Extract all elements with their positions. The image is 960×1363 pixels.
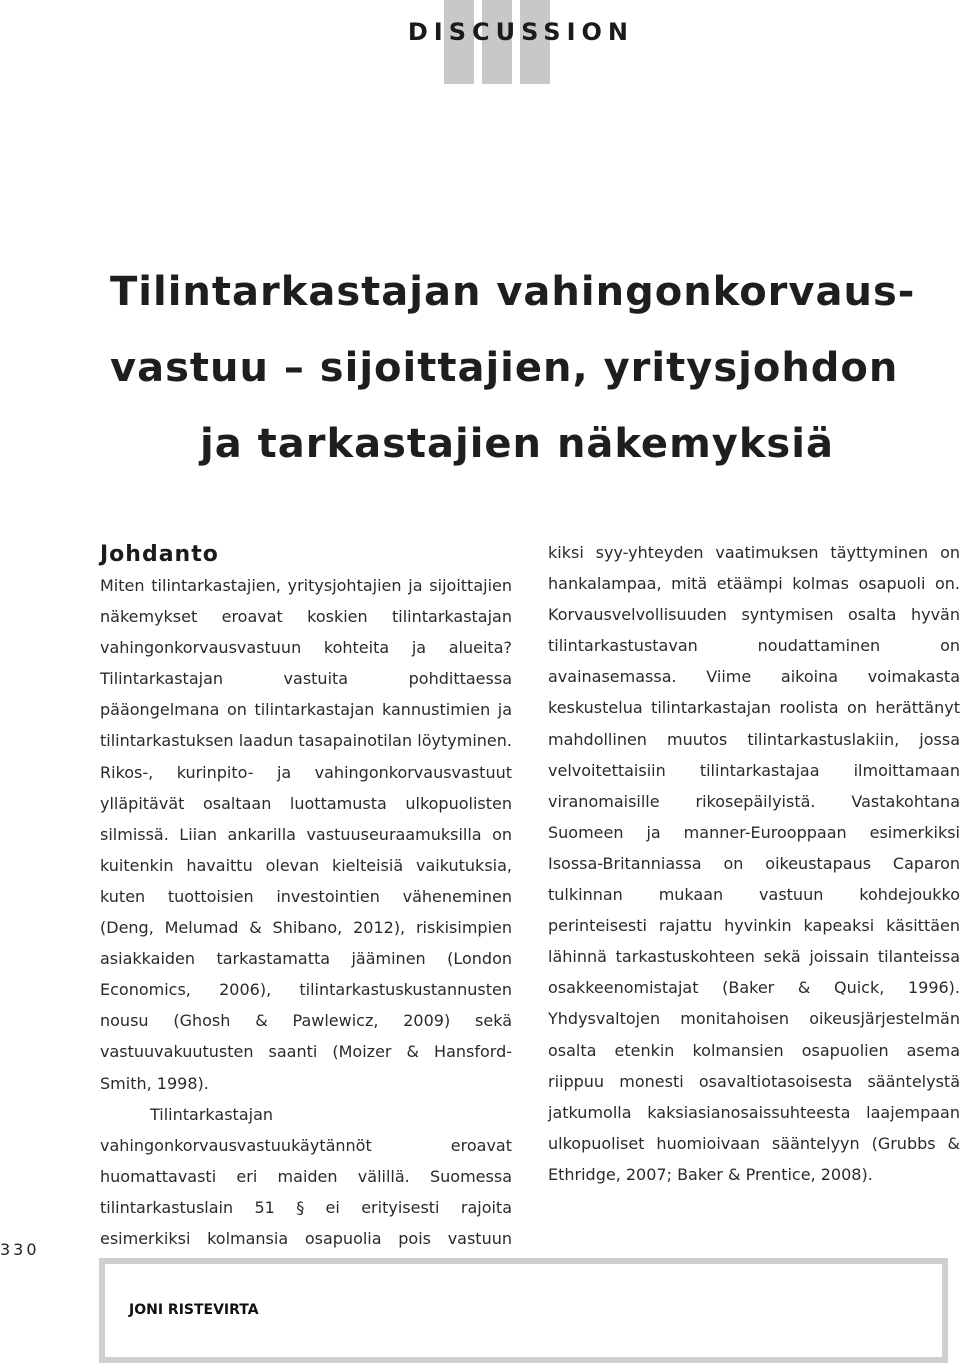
author-box (99, 1258, 948, 1363)
section-heading: Johdanto (100, 542, 219, 567)
article-title-line-3: ja tarkastajien näkemyksiä (200, 421, 834, 467)
body-paragraph-3: kiksi syy-yhteyden vaatimuksen täyttyminen on hankalampaa, mitä etäämpi kolmas osapuoli on. Korvausvelvollisuuden syntymisen osalta hyvän tilintarkastustavan noudattaminen on avainasemassa. Viime aikoina voimakasta keskustelua tilintarkastajan roolista on herättänyt mahdollinen muutos tilintarkastuslakiin, jossa velvoitettaisiin tilintarkastajaa ilmoittamaan viranomaisille rikosepäilyistä. Vastakohtana Suomeen ja manner-Eurooppaan esimerkiksi Isossa-Britanniassa on oikeustapaus Caparon tulkinnan mukaan vastuun kohdejoukko perinteisesti rajattu hyvinkin kapeaksi käsittäen lähinnä tarkastuskohteen sekä joissain tilanteissa osakkeenomistajat (Baker & Quick, 1996). Yhdysvaltojen monitahoisen oikeusjärjestelmän osalta etenkin kolmansien osapuolien asema riippuu monesti osavaltiotasoisesta sääntelystä jatkumolla kaksiasianosaissuhteesta laajempaan ulkopuoliset huomioivaan sääntelyyn (Grubbs & Ethridge, 2007; Baker & Prentice, 2008). (548, 543, 960, 1184)
page-number: 330 (0, 1240, 40, 1259)
body-paragraph-1: Miten tilintarkastajien, yritysjohtajien ja sijoittajien näkemykset eroavat koskien tilintarkastajan vahingonkorvausvastuun kohteita ja alueita? Tilintarkastajan vastuita pohdittaessa pääongelmana on tilintarkastajan kannustimien ja tilintarkastuksen laadun tasapainotilan löytyminen. Rikos-, kurinpito- ja vahingonkorvausvastuut ylläpitävät osaltaan luottamusta ulkopuolisten silmissä. Liian ankarilla vastuuseuraamuksilla on kuitenkin havaittu olevan kielteisiä vaikutuksia, kuten tuottoisien investointien väheneminen (Deng, Melumad & Shibano, 2012), riskisimpien asiakkaiden tarkastamatta jääminen (London Economics, 2006), tilintarkastuskustannusten nousu (Ghosh & Pawlewicz, 2009) sekä vastuuvakuutusten saanti (Moizer & Hansford-Smith, 1998). (100, 576, 512, 1093)
right-column (548, 537, 960, 1190)
left-column (100, 540, 512, 1285)
article-title-line-1: Tilintarkastajan vahingonkorvaus- (110, 269, 916, 315)
section-label: DISCUSSION (407, 18, 634, 46)
article-title-line-2: vastuu – sijoittajien, yritysjohdon (110, 345, 899, 391)
body-paragraph-2: Tilintarkastajan vahingonkorvausvastuukäytännöt eroavat huomattavasti eri maiden välillä. Suomessa tilintarkastuslain 51 § ei erityisesti rajoita esimerkiksi kolmansia osapuolia pois vastuun (100, 1104, 512, 1248)
article-title (110, 254, 950, 482)
author-name: JONI RISTEVIRTA (129, 1302, 259, 1318)
